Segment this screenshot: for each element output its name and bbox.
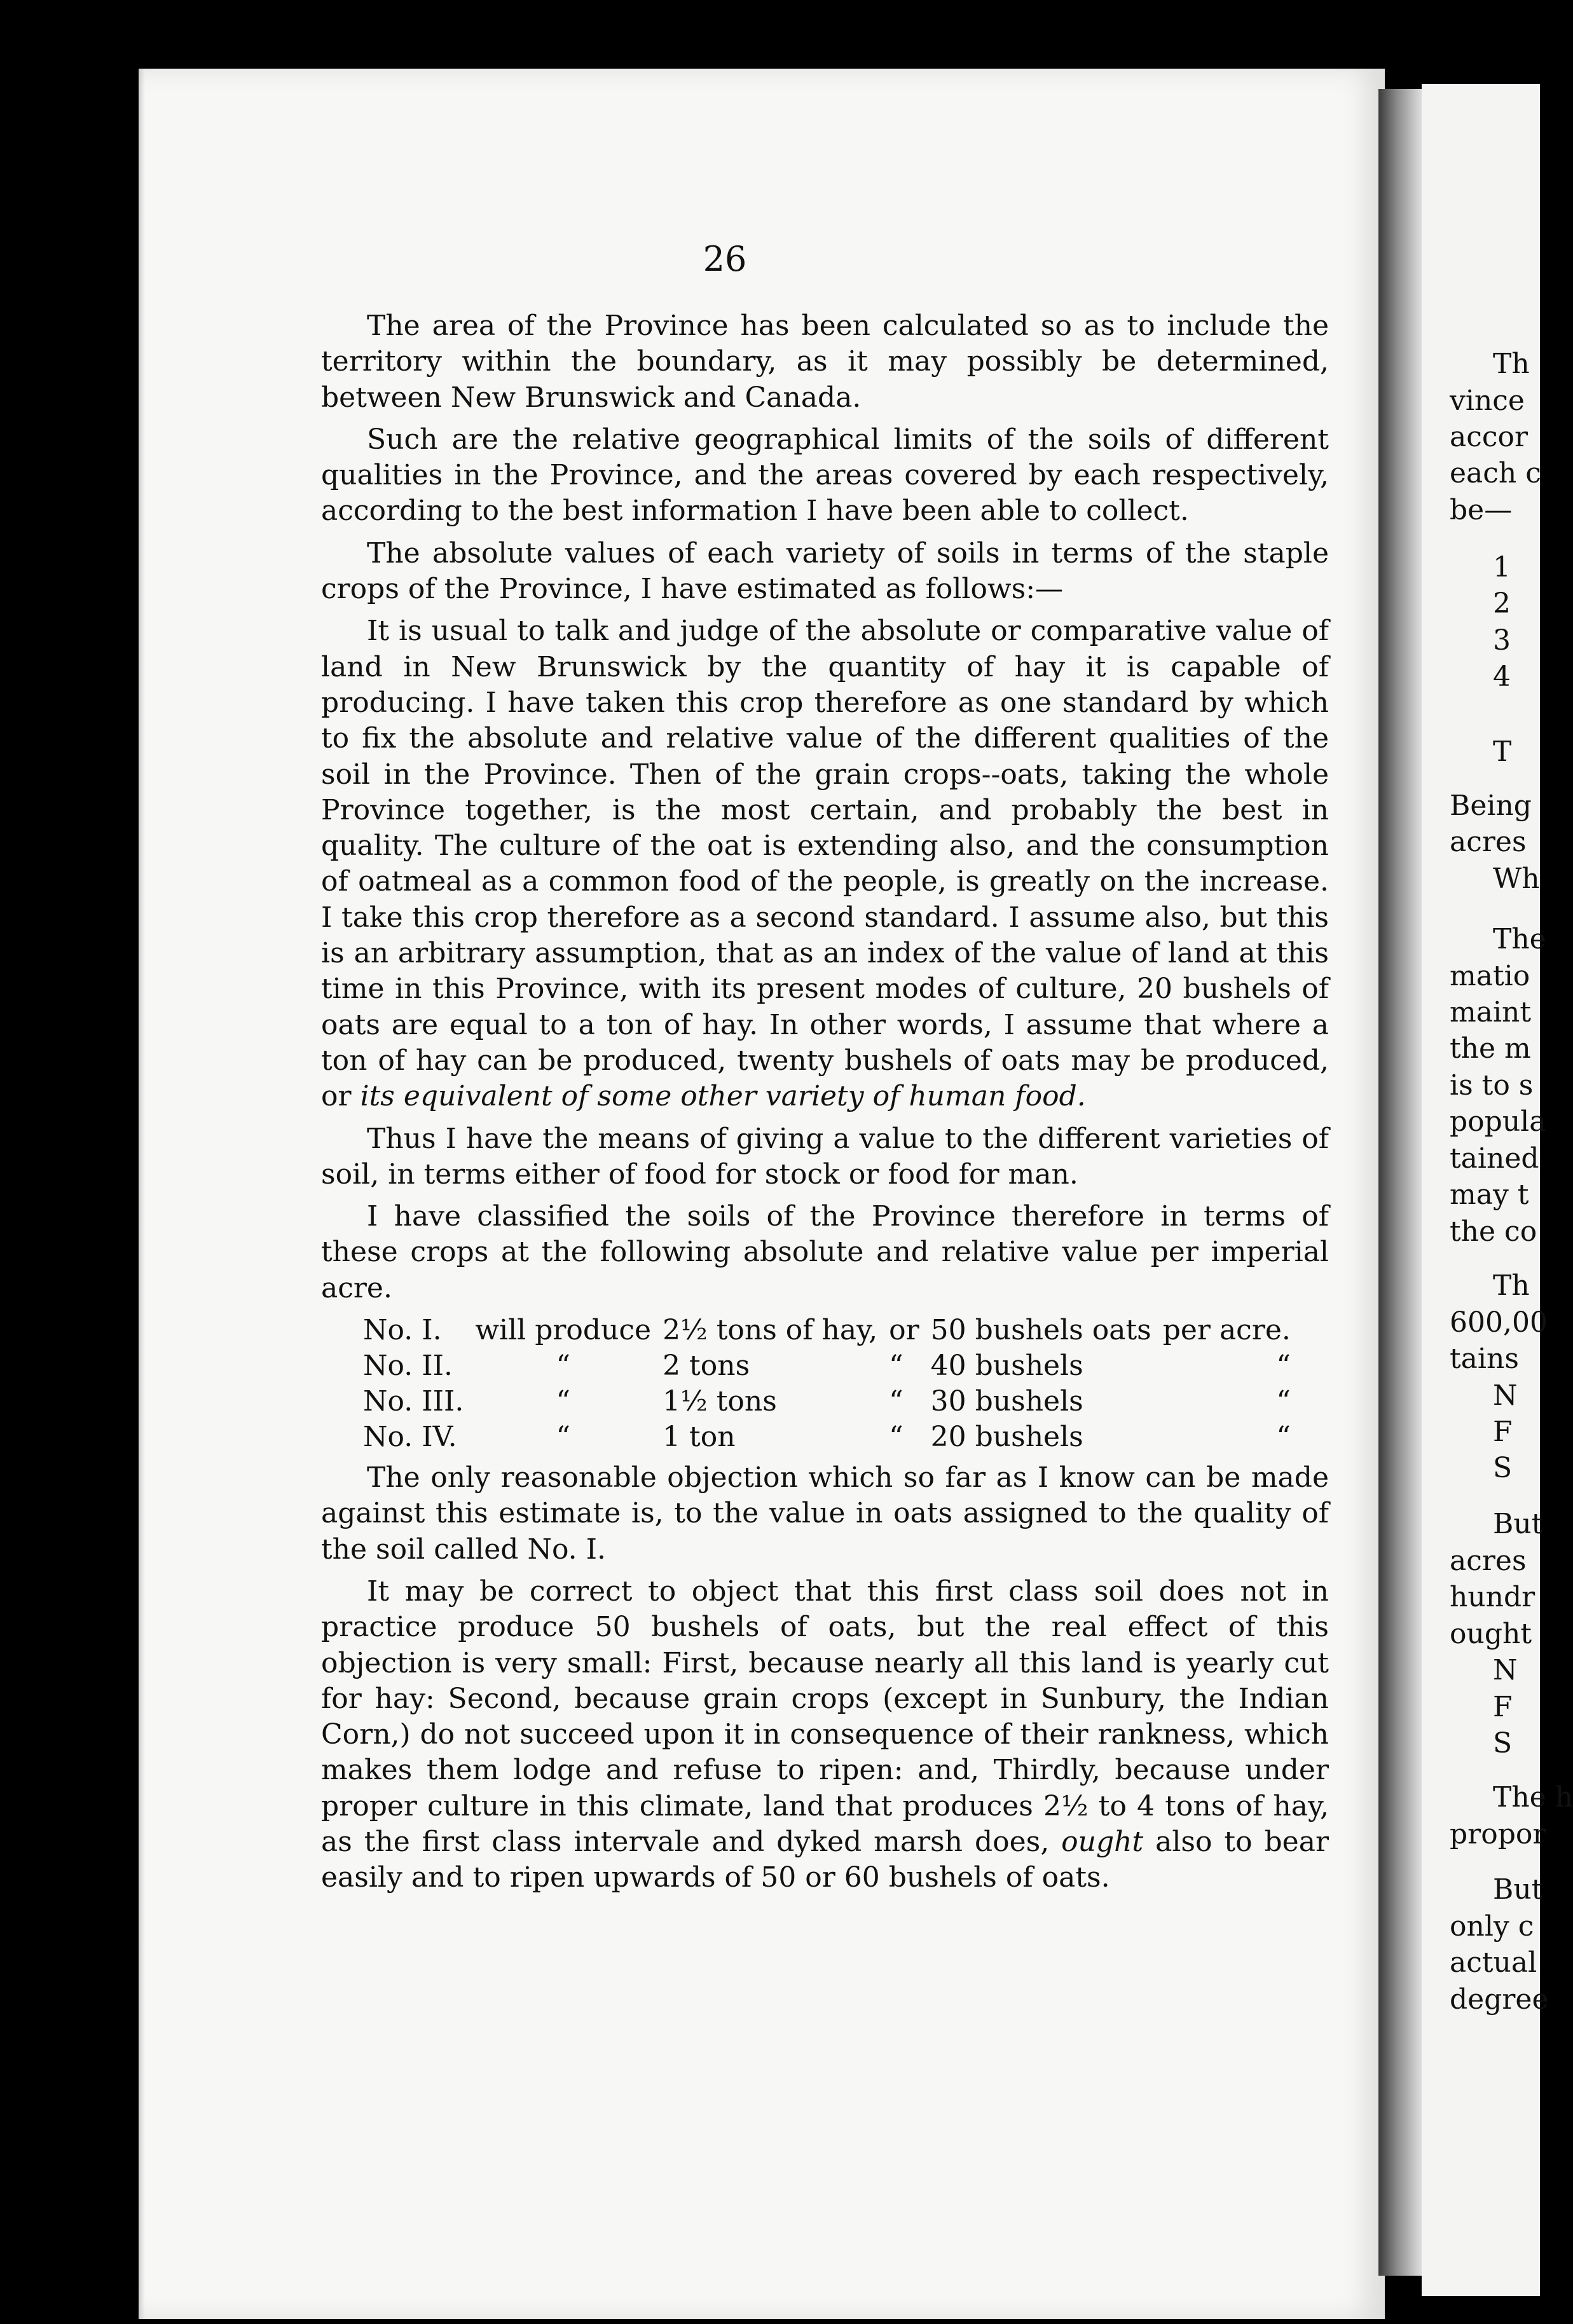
facing-page-fragment: N <box>1493 1379 1518 1412</box>
hay-yield: 2½ tons of hay, <box>663 1314 878 1347</box>
paragraph: The area of the Province has been calculated so as to include the territory within the boundary, as it may possibly be determined, between New Brunswick and Canada. <box>321 310 1329 414</box>
verb-cell: “ <box>556 1385 570 1418</box>
facing-page-fragment: 4 <box>1493 660 1511 693</box>
facing-page-fragment: matio <box>1450 960 1530 992</box>
soil-class: No. III. <box>363 1385 464 1418</box>
yield-table <box>363 1313 1302 1455</box>
table-row <box>363 1348 1302 1384</box>
facing-page-fragment: acres <box>1450 1545 1527 1577</box>
hay-yield: 2 tons <box>663 1350 750 1383</box>
verb-cell: will produce <box>475 1314 652 1347</box>
facing-page-fragment: 1 <box>1493 551 1511 584</box>
facing-page-fragment: tains <box>1450 1343 1519 1375</box>
or-cell: or <box>889 1314 919 1347</box>
facing-page-fragment: the co <box>1450 1215 1537 1248</box>
facing-page-fragment: But <box>1493 1873 1543 1906</box>
facing-page-fragment: Wh <box>1493 863 1540 895</box>
paragraph: The only reasonable objection which so far as I know can be made against this estimate is, to the value in oats assigned to the quality of the soil called No. I. <box>321 1461 1329 1566</box>
table-row <box>363 1419 1302 1455</box>
facing-page-fragment: F <box>1493 1691 1513 1723</box>
facing-page-fragment: But <box>1493 1508 1543 1540</box>
facing-page-fragment: T <box>1493 735 1512 768</box>
facing-page-fragment: accor <box>1450 421 1528 453</box>
facing-page-fragment: propor <box>1450 1818 1546 1850</box>
page-number: 26 <box>703 239 747 279</box>
facing-page-fragment: Being <box>1450 789 1532 822</box>
facing-page-fragment: maint <box>1450 996 1532 1029</box>
paragraph: Thus I have the means of giving a value to the different varieties of soil, in terms either of food for stock or food for man. <box>321 1122 1329 1191</box>
per-cell: “ <box>1276 1385 1291 1418</box>
facing-page-fragment: 2 <box>1493 587 1511 620</box>
facing-page-fragment: ought <box>1450 1618 1532 1650</box>
italic-phrase: its equivalent of some other variety of human food. <box>360 1080 1086 1113</box>
soil-class: No. I. <box>363 1314 442 1347</box>
facing-page-fragment: popula <box>1450 1105 1546 1138</box>
facing-page-fragment: tained <box>1450 1142 1539 1175</box>
paragraph-text: It is usual to talk and judge of the absolute or comparative value of land in New Brunswick by the quantity of hay it is capable of producing. I have taken this crop therefore as one standard by which to fix the absolute and relative value of the different qualities of the soil in the Province. Then of the grain crops--oats, taking the whole Province together, is the most certain, and probably the best in quality. The culture of the oat is extending also, and the consumption of oatmeal as a common food of the people, is greatly on the increase. I take this crop therefore as a second standard. I assume also, but this is an arbitrary assumption, that as an index of the value of land at this time in this Province, with its present modes of culture, 20 bushels of oats are equal to a ton of hay. In other words, I assume that where a ton of hay can be produced, twenty bushels of oats may be produced, or <box>321 615 1329 1113</box>
facing-page-fragment: degree <box>1450 1983 1549 2016</box>
facing-page-fragment: acres <box>1450 826 1527 858</box>
per-cell: per acre. <box>1162 1314 1291 1347</box>
verb-cell: “ <box>556 1421 570 1454</box>
verb-cell: “ <box>556 1350 570 1383</box>
facing-page-fragment: may t <box>1450 1179 1529 1211</box>
oats-yield: 50 bushels oats <box>930 1314 1151 1347</box>
facing-page-fragment: 600,00 <box>1450 1306 1548 1339</box>
hay-yield: 1 ton <box>663 1421 736 1454</box>
facing-page-fragment: N <box>1493 1654 1518 1686</box>
facing-page-fragment: The <box>1493 923 1546 955</box>
or-cell: “ <box>889 1385 903 1418</box>
paragraph-text: It may be correct to object that this first class soil does not in practice produce 50 bushels of oats, but the real effect of this objection is very small: First, because nearly all this land is yearly cut for hay: Second, because grain crops (except in Sunbury, the Indian Corn,) do not succeed upon it in consequence of their rankness, which makes them lodge and refuse to ripen: and, Thirdly, because under proper culture in this climate, land that produces 2½ to 4 tons of hay, as the first class intervale and dyked marsh does, <box>321 1575 1329 1858</box>
facing-page-fragment: F <box>1493 1416 1513 1448</box>
page-body <box>321 308 1329 1903</box>
soil-class: No. II. <box>363 1350 453 1383</box>
paragraph: I have classified the soils of the Province therefore in terms of these crops at the following absolute and relative value per imperial acre. <box>321 1200 1329 1304</box>
paragraph-text: also to bear easily and to ripen upwards of 50 or 60 bushels of oats. <box>321 1825 1329 1894</box>
paragraph <box>321 1574 1329 1896</box>
facing-page-fragment: 3 <box>1493 624 1511 657</box>
right-page-edge <box>1422 84 1573 2296</box>
per-cell: “ <box>1276 1350 1291 1383</box>
facing-page-fragment: be— <box>1450 494 1513 526</box>
hay-yield: 1½ tons <box>663 1385 777 1418</box>
table-row <box>363 1313 1302 1348</box>
or-cell: “ <box>889 1350 903 1383</box>
facing-page-fragment: each c <box>1450 457 1541 489</box>
facing-page-fragment: the m <box>1450 1032 1531 1065</box>
book-gutter <box>1378 89 1424 2276</box>
facing-page-fragment: Th <box>1493 1269 1530 1302</box>
facing-page-fragment: S <box>1493 1727 1513 1760</box>
facing-page-fragment: vince <box>1450 385 1525 417</box>
or-cell: “ <box>889 1421 903 1454</box>
paragraph: The absolute values of each variety of soils in terms of the staple crops of the Province, I have estimated as follows:— <box>321 537 1329 606</box>
paragraph <box>321 613 1329 1114</box>
italic-word: ought <box>1061 1825 1144 1858</box>
facing-page-fragment: The h <box>1493 1781 1573 1814</box>
soil-class: No. IV. <box>363 1421 457 1454</box>
facing-page-fragment: S <box>1493 1452 1513 1484</box>
facing-page-fragment: is to s <box>1450 1069 1534 1102</box>
paragraph: Such are the relative geographical limits of the soils of different qualities in the Province, and the areas covered by each respectively, according to the best information I have been able to collect. <box>321 423 1329 528</box>
table-row <box>363 1384 1302 1419</box>
facing-page-fragment: Th <box>1493 348 1530 380</box>
facing-page-fragment: hundr <box>1450 1581 1535 1613</box>
oats-yield: 20 bushels <box>930 1421 1083 1454</box>
facing-page-fragment: actual <box>1450 1946 1537 1979</box>
oats-yield: 40 bushels <box>930 1350 1083 1383</box>
per-cell: “ <box>1276 1421 1291 1454</box>
facing-page-fragment: only c <box>1450 1910 1534 1943</box>
oats-yield: 30 bushels <box>930 1385 1083 1418</box>
